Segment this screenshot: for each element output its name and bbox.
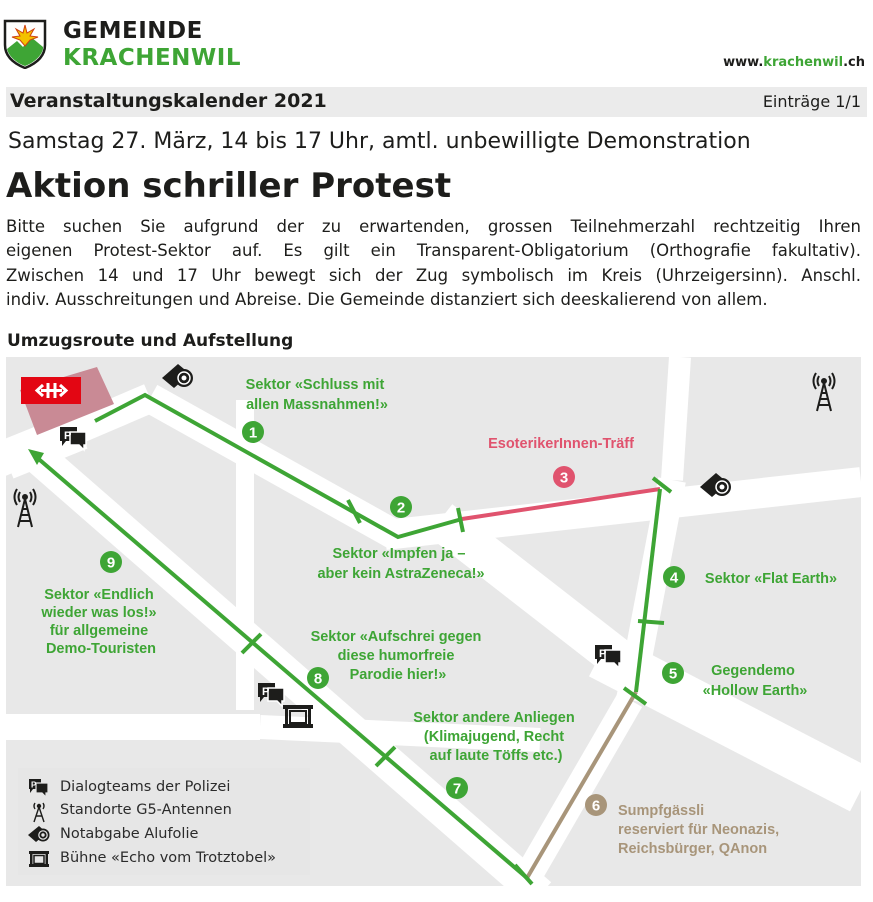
stage-icon bbox=[27, 849, 51, 869]
event-title: Aktion schriller Protest bbox=[6, 166, 452, 206]
legend-label: Dialogteams der Polizei bbox=[60, 779, 231, 795]
sector-label-4: Sektor «Flat Earth» bbox=[704, 571, 838, 587]
sector-label-3: EsoterikerInnen-Träff bbox=[488, 436, 634, 452]
foil-roll-icon bbox=[27, 825, 51, 845]
svg-text:5: 5 bbox=[668, 665, 678, 683]
svg-text:6: 6 bbox=[591, 797, 601, 815]
url-domain: krachenwil bbox=[763, 55, 844, 70]
map-heading: Umzugsroute und Aufstellung bbox=[7, 331, 294, 351]
svg-text:3: 3 bbox=[559, 469, 569, 487]
svg-text:P: P bbox=[64, 430, 72, 442]
sector-marker-2 bbox=[390, 496, 412, 518]
url-suffix: .ch bbox=[843, 55, 865, 70]
svg-text:P: P bbox=[599, 648, 607, 660]
sector-marker-3 bbox=[553, 466, 575, 488]
description-line: indiv. Ausschreitungen und Abreise. Die Gemeinde distanziert sich deeskalierend von allem. bbox=[6, 290, 768, 310]
svg-text:2: 2 bbox=[396, 499, 406, 517]
svg-text:9: 9 bbox=[106, 554, 116, 572]
description-line: eigenen Protest-Sektor auf. Es gilt ein Transparent-Obligatorium (Orthografie fakultativ). bbox=[6, 241, 861, 261]
sector-marker-1 bbox=[242, 421, 264, 443]
page-header bbox=[0, 0, 873, 86]
website-link[interactable] bbox=[723, 55, 865, 70]
event-subtitle: Samstag 27. März, 14 bis 17 Uhr, amtl. unbewilligte Demonstration bbox=[8, 129, 751, 154]
event-description bbox=[6, 215, 861, 313]
police-dialog-icon bbox=[27, 778, 51, 798]
sector-marker-9 bbox=[100, 551, 122, 573]
sector-marker-6 bbox=[585, 794, 607, 816]
sector-marker-5 bbox=[662, 662, 684, 684]
sector-label-9: Sektor «Endlich wieder was los!» für allgemeine Demo-Touristen bbox=[41, 587, 157, 657]
sector-label-8: Sektor «Aufschrei gegen diese humorfreie Parodie hier!» bbox=[310, 629, 482, 683]
legend-label: Bühne «Echo vom Trotztobel» bbox=[60, 850, 277, 866]
svg-text:7: 7 bbox=[452, 780, 462, 798]
entries-count: Einträge 1/1 bbox=[762, 92, 861, 111]
sector-marker-7 bbox=[446, 777, 468, 799]
svg-text:P: P bbox=[31, 780, 37, 790]
svg-text:1: 1 bbox=[248, 424, 258, 442]
route-map bbox=[6, 357, 861, 886]
legend-label: Notabgabe Alufolie bbox=[60, 826, 199, 842]
legend-label: Standorte G5-Antennen bbox=[60, 802, 232, 818]
municipality-crest-icon bbox=[3, 19, 47, 69]
svg-text:4: 4 bbox=[669, 569, 679, 587]
brand-line-2: KRACHENWIL bbox=[63, 45, 242, 71]
sector-label-1: Sektor «Schluss mit allen Massnahmen!» bbox=[245, 377, 388, 413]
sector-label-7: Sektor andere Anliegen (Klimajugend, Recht auf laute Töffs etc.) bbox=[413, 710, 575, 764]
calendar-title: Veranstaltungskalender 2021 bbox=[10, 90, 327, 112]
sector-marker-4 bbox=[663, 566, 685, 588]
calendar-bar bbox=[6, 87, 867, 117]
description-line: Bitte suchen Sie aufgrund der zu erwartenden, grossen Teilnehmerzahl rechtzeitig Ihren bbox=[6, 217, 861, 236]
brand-line-1: GEMEINDE bbox=[63, 18, 203, 44]
svg-text:8: 8 bbox=[313, 670, 323, 688]
sector-label-2: Sektor «Impfen ja – aber kein AstraZeneca!» bbox=[317, 546, 485, 582]
svg-text:P: P bbox=[262, 686, 270, 698]
sector-label-5: Gegendemo «Hollow Earth» bbox=[702, 663, 808, 699]
map-legend bbox=[18, 768, 310, 875]
url-prefix: www. bbox=[723, 55, 764, 70]
antenna-icon bbox=[27, 801, 51, 823]
sector-marker-8 bbox=[307, 667, 329, 689]
sector-label-6: Sumpfgässli reserviert für Neonazis, Reichsbürger, QAnon bbox=[618, 803, 780, 857]
description-line: Zwischen 14 und 17 Uhr bewegt sich der Zug symbolisch im Kreis (Uhrzeigersinn). Anschl. bbox=[6, 265, 861, 285]
